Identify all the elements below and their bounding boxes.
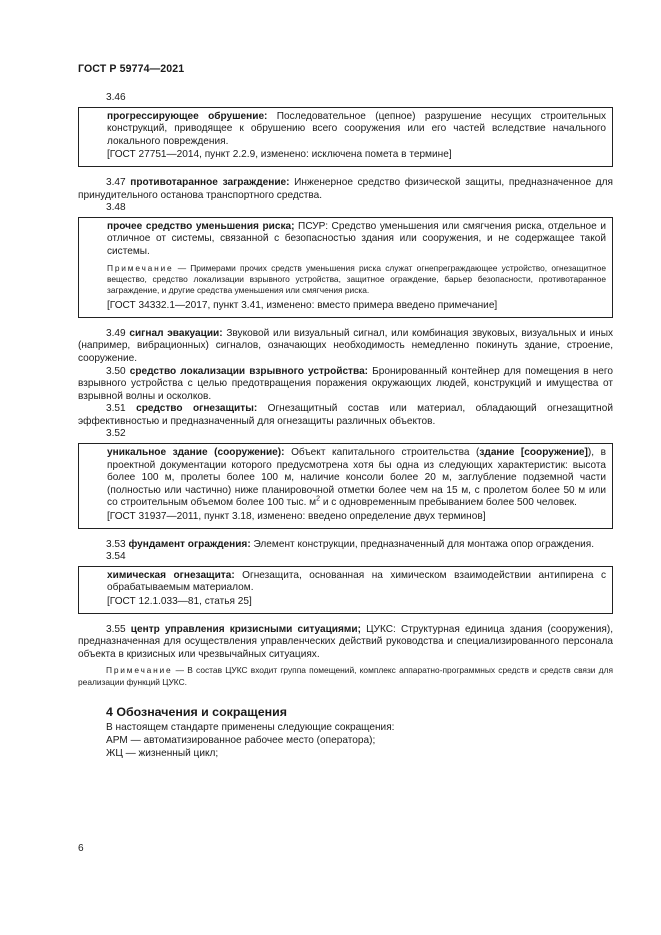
definition: Последовательное (цепное) разрушение несущих строительных конструкций, приводящее к обрушению всего сооружения или его частей вследствие начального локального повреждения. bbox=[107, 110, 606, 147]
note-text: — Примерами прочих средств уменьшения риска служат огнепреграждающее устройство, огнезащитное вещество, средство локализации взрывного устройства, защитное ограждение, барьер безопасности, противотаранное заграждение, и другие средства уменьшения или смягчения риска. bbox=[107, 262, 606, 295]
term-entry: 3.55 центр управления кризисными ситуациями; ЦУКС: Структурная единица здания (сооружения), предназначенная для осуществления управленческих действий руководства и специализированного персонала объекта в кризисных или чрезвычайных ситуациях. bbox=[78, 623, 613, 660]
term: прочее средство уменьшения риска; bbox=[107, 220, 295, 232]
section-intro: В настоящем стандарте применены следующие сокращения: bbox=[106, 722, 395, 734]
term: сигнал эвакуации: bbox=[129, 327, 223, 339]
abbreviation-item: ЖЦ — жизненный цикл; bbox=[106, 747, 219, 759]
definition: Инженерное средство физической защиты, предназначенное для принудительного останова транспортного средства. bbox=[78, 176, 613, 201]
source-reference: [ГОСТ 27751—2014, пункт 2.2.9, изменено: исключена помета в термине] bbox=[107, 149, 452, 161]
entry-number: 3.48 bbox=[106, 202, 126, 214]
term-entry: 3.51 средство огнезащиты: Огнезащитный состав или материал, обладающий огнезащитной эффективностью и предназначенный для огнезащиты различных объектов. bbox=[78, 403, 613, 427]
note bbox=[78, 665, 613, 687]
term: прогрессирующее обрушение: bbox=[107, 110, 268, 122]
definition: Звуковой или визуальный сигнал, или комбинация звуковых, визуальных и иных (например, вибрационных) сигналов, означающих необходимость немедленно покинуть здание, строение, сооружение. bbox=[78, 327, 614, 364]
definition: Бронированный контейнер для помещения в него взрывного устройства с целью предотвращения поражения окружающих людей, конструкций и имущества от взрывной волны и осколков. bbox=[78, 365, 613, 402]
definition: Огнезащита, основанная на химическом взаимодействии антипирена с обрабатываемым материалом. bbox=[107, 569, 606, 594]
entry-number: 3.54 bbox=[106, 551, 126, 563]
definition: ЦУКС: Структурная единица здания (сооружения), предназначенная для осуществления управленческих действий руководства и специализированного персонала объекта в кризисных или чрезвычайных ситуациях. bbox=[78, 623, 613, 660]
term: химическая огнезащита: bbox=[107, 569, 235, 581]
source-reference: [ГОСТ 12.1.033—81, статья 25] bbox=[107, 596, 252, 608]
section-heading: 4 Обозначения и сокращения bbox=[106, 704, 287, 719]
entry-number: 3.52 bbox=[106, 428, 126, 440]
definition: Огнезащитный состав или материал, обладающий огнезащитной эффективностью и предназначенный для огнезащиты различных объектов. bbox=[78, 403, 613, 427]
term-entry: 3.50 средство локализации взрывного устройства: Бронированный контейнер для помещения в него взрывного устройства с целью предотвращения поражения окружающих людей, конструкций и имущества от взрывной волны и осколков. bbox=[78, 365, 613, 402]
note-text: — В состав ЦУКС входит группа помещений, комплекс аппаратно-программных средств и средств связи для реализации функций ЦУКС. bbox=[78, 665, 613, 687]
standard-header: ГОСТ Р 59774—2021 bbox=[78, 63, 185, 75]
note-label: Примечание bbox=[106, 665, 173, 676]
term-box bbox=[78, 217, 613, 318]
term: центр управления кризисными ситуациями; bbox=[130, 623, 361, 635]
term: фундамент ограждения: bbox=[128, 538, 251, 550]
term: средство локализации взрывного устройства: bbox=[129, 365, 369, 377]
note-label: Примечание bbox=[107, 262, 174, 273]
note bbox=[107, 263, 606, 297]
page-content bbox=[78, 92, 613, 760]
term-entry: 3.47 противотаранное заграждение: Инженерное средство физической защиты, предназначенное для принудительного останова транспортного средства. bbox=[78, 176, 613, 201]
term-box bbox=[78, 107, 613, 167]
definition: ПСУР: Средство уменьшения или смягчения риска, отдельное и отличное от системы, связанной с безопасностью здания или сооружения, и не содержащее такой системы. bbox=[107, 220, 606, 257]
term: средство огнезащиты: bbox=[136, 403, 258, 415]
source-reference: [ГОСТ 31937—2011, пункт 3.18, изменено: введено определение двух терминов] bbox=[107, 511, 486, 523]
page-number: 6 bbox=[78, 843, 84, 854]
source-reference: [ГОСТ 34332.1—2017, пункт 3.41, изменено: вместо примера введено примечание] bbox=[107, 300, 498, 312]
definition: Элемент конструкции, предназначенный для монтажа опор ограждения. bbox=[250, 538, 595, 550]
term-entry: 3.53 фундамент ограждения: Элемент конструкции, предназначенный для монтажа опор ограждения. bbox=[106, 538, 595, 550]
entry-number: 3.46 bbox=[106, 92, 126, 103]
term-box bbox=[78, 566, 613, 614]
term: уникальное здание (сооружение): bbox=[107, 447, 285, 459]
term: противотаранное заграждение: bbox=[130, 176, 290, 188]
abbreviation-item: АРМ — автоматизированное рабочее место (оператора); bbox=[106, 734, 376, 746]
term-entry: 3.49 сигнал эвакуации: Звуковой или визуальный сигнал, или комбинация звуковых, визуальных и иных (например, вибрационных) сигналов, означающих необходимость немедленно покинуть здание, строение, сооружение. bbox=[78, 327, 614, 364]
term-box: уникальное здание (сооружение): Объект капитального строительства (здание [сооружение]), в проектной документации которого предусмотрена хотя бы одна из следующих характеристик: высота более 100 м, пролеты более 100 м, наличие консоли более 20 м, заглубление подземной части (полностью или частично) ниже планировочной отметки более чем на 15 м, с пролетом более 50 м или со строительным объемом более 100 тыс. $м^2$ и с одновременным пребыванием более 500 человек. [ГОСТ 31937—2011, пункт 3.18, изменено: введено определение двух терминов] bbox=[78, 443, 613, 529]
